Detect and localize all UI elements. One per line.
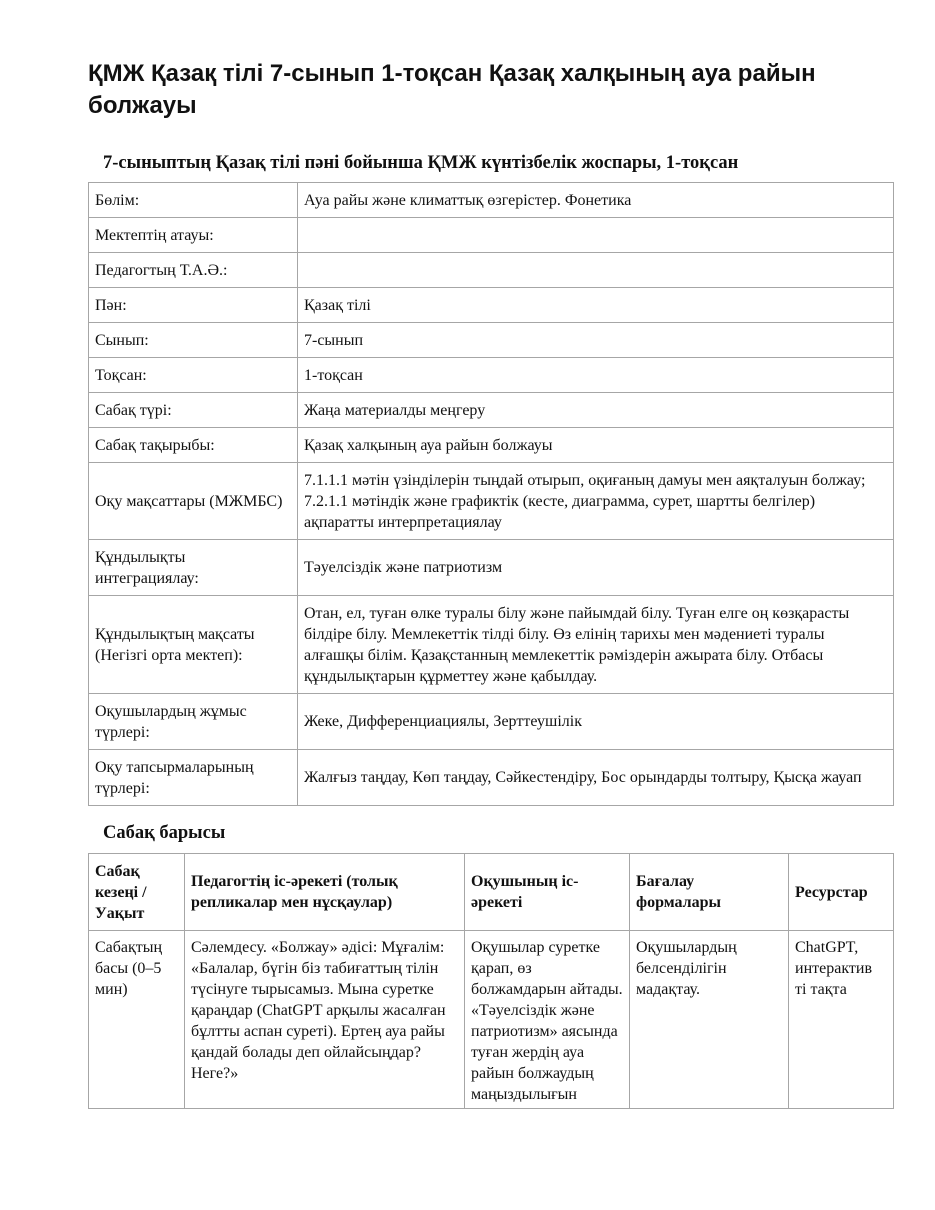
table-row — [89, 596, 894, 694]
info-value — [298, 253, 894, 288]
column-header: Ресурстар — [789, 854, 894, 931]
info-label: Тоқсан: — [89, 358, 298, 393]
info-value: Жалғыз таңдау, Көп таңдау, Сәйкестендіру, Бос орындарды толтыру, Қысқа жауап — [298, 750, 894, 806]
table-row — [89, 323, 894, 358]
lesson-flow-table — [88, 853, 894, 1109]
info-label: Құндылықтың мақсаты (Негізгі орта мектеп): — [89, 596, 298, 694]
table-row — [89, 253, 894, 288]
table-row — [89, 750, 894, 806]
info-label: Сынып: — [89, 323, 298, 358]
table-row — [89, 218, 894, 253]
info-label: Бөлім: — [89, 183, 298, 218]
table-row — [89, 428, 894, 463]
table-header-row — [89, 854, 894, 931]
table-row — [89, 393, 894, 428]
info-value: Қазақ тілі — [298, 288, 894, 323]
info-value: Қазақ халқының ауа райын болжауы — [298, 428, 894, 463]
lesson-info-table — [88, 182, 894, 806]
info-value: Тәуелсіздік және патриотизм — [298, 540, 894, 596]
table-row — [89, 694, 894, 750]
info-value: Жеке, Дифференциациялы, Зерттеушілік — [298, 694, 894, 750]
info-section-title: 7-сыныптың Қазақ тілі пәні бойынша ҚМЖ күнтізбелік жоспары, 1-тоқсан — [103, 153, 739, 173]
column-header: Оқушының іс-әрекеті — [465, 854, 630, 931]
table-row — [89, 358, 894, 393]
column-header: Сабақ кезеңі / Уақыт — [89, 854, 185, 931]
info-value: 7-сынып — [298, 323, 894, 358]
info-value: 7.1.1.1 мәтін үзінділерін тыңдай отырып, оқиғаның дамуы мен аяқталуын болжау; 7.2.1.1 мәтіндік және графиктік (кесте, диаграмма, сурет, шартты белгілер) ақпаратты интерпретациялау — [298, 463, 894, 540]
table-row — [89, 931, 894, 1109]
document-page — [88, 58, 893, 1109]
table-row — [89, 288, 894, 323]
table-row — [89, 183, 894, 218]
student-activity-cell: Оқушылар суретке қарап, өз болжамдарын айтады. «Тәуелсіздік және патриотизм» аясында туған жердің ауа райын болжаудың маңыздылығын — [465, 931, 630, 1109]
info-value: Ауа райы және климаттық өзгерістер. Фонетика — [298, 183, 894, 218]
info-label: Сабақ түрі: — [89, 393, 298, 428]
info-label: Мектептің атауы: — [89, 218, 298, 253]
info-label: Оқу тапсырмаларының түрлері: — [89, 750, 298, 806]
info-value: 1-тоқсан — [298, 358, 894, 393]
info-label: Пән: — [89, 288, 298, 323]
column-header: Бағалау формалары — [630, 854, 789, 931]
info-value: Жаңа материалды меңгеру — [298, 393, 894, 428]
table-row — [89, 463, 894, 540]
info-value — [298, 218, 894, 253]
info-label: Құндылықты интеграциялау: — [89, 540, 298, 596]
document-title: ҚМЖ Қазақ тілі 7-сынып 1-тоқсан Қазақ халқының ауа райын болжауы — [88, 60, 816, 119]
assessment-cell: Оқушылардың белсенділігін мадақтау. — [630, 931, 789, 1109]
info-label: Оқушылардың жұмыс түрлері: — [89, 694, 298, 750]
table-row — [89, 540, 894, 596]
info-label: Сабақ тақырыбы: — [89, 428, 298, 463]
info-label: Педагогтың Т.А.Ә.: — [89, 253, 298, 288]
info-label: Оқу мақсаттары (МЖМБС) — [89, 463, 298, 540]
stage-cell: Сабақтың басы (0–5 мин) — [89, 931, 185, 1109]
lesson-section-title: Сабақ барысы — [103, 823, 226, 843]
resources-cell: ChatGPT, интерактив ті тақта — [789, 931, 894, 1109]
info-value: Отан, ел, туған өлке туралы білу және пайымдай білу. Туған елге оң көзқарасты білдіре білу. Мемлекеттік тілді білу. Өз елінің тарихы мен мәдениеті туралы алғашқы білім. Қазақстанның мемлекеттік рәміздерін ажырата білу. Отбасы құндылықтарын құрметтеу және қабылдау. — [298, 596, 894, 694]
column-header: Педагогтің іс-әрекеті (толық репликалар мен нұсқаулар) — [185, 854, 465, 931]
teacher-activity-cell: Сәлемдесу. «Болжау» әдісі: Мұғалім: «Балалар, бүгін біз табиғаттың тілін түсінуге тырысамыз. Мына суретке қараңдар (ChatGPT арқылы жасалған бұлтты аспан суреті). Ертең ауа райы қандай болады деп ойлайсыңдар? Неге?» — [185, 931, 465, 1109]
